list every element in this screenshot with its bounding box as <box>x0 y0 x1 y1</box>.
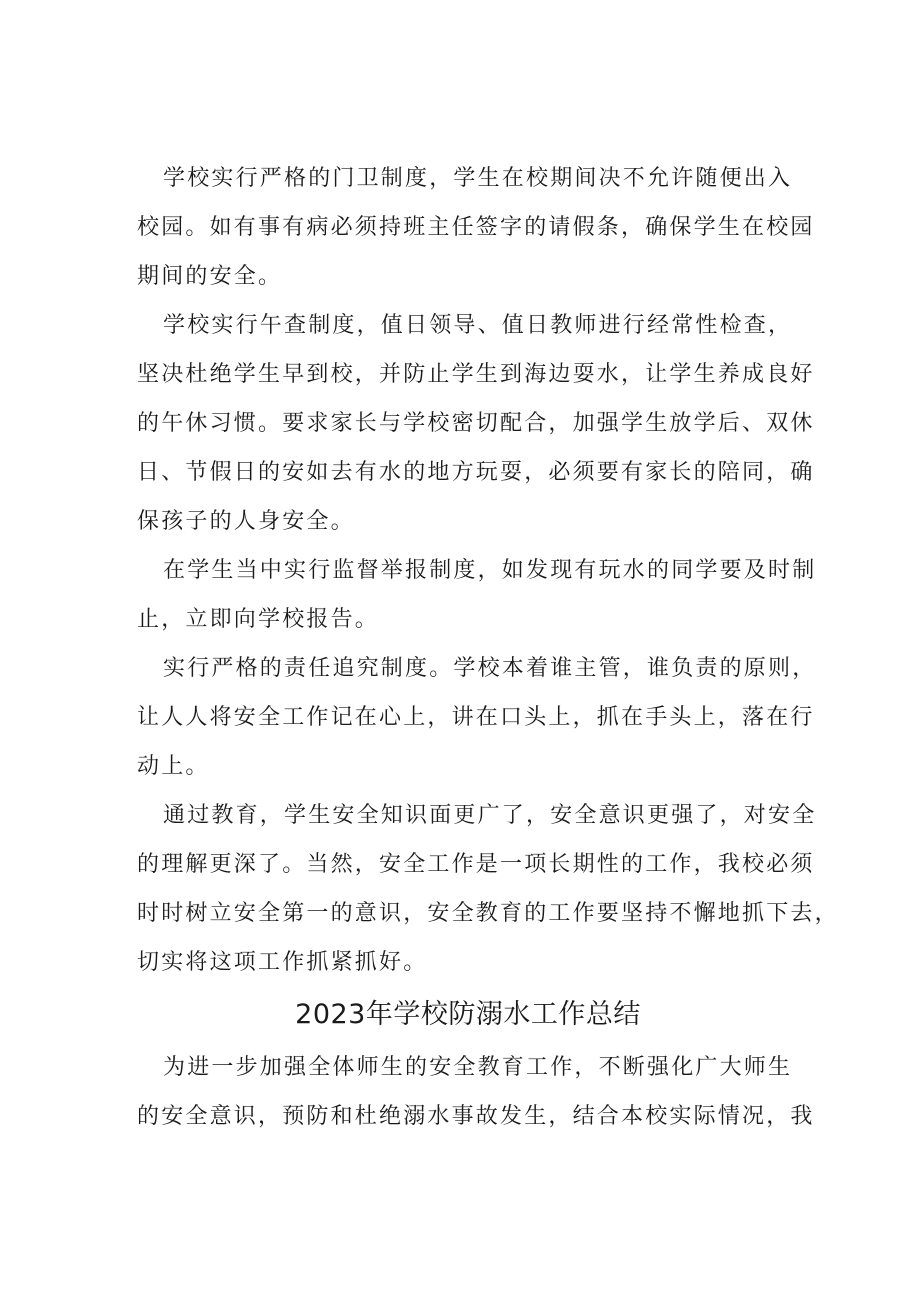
paragraph <box>137 154 815 301</box>
paragraphs-bottom <box>137 1043 815 1141</box>
paragraph-line: 通过教育，学生安全知识面更广了，安全意识更强了，对安全 <box>163 803 817 828</box>
paragraph-line: 实行严格的责任追究制度。学校本着谁主管，谁负责的原则， <box>163 656 817 681</box>
paragraph-line: 期间的安全。 <box>137 264 283 289</box>
paragraph-line: 时时树立安全第一的意识，安全教育的工作要坚持不懈地抓下去， <box>137 901 839 926</box>
paragraph-line: 日、节假日的安如去有水的地方玩耍，必须要有家长的陪同，确 <box>137 460 815 485</box>
paragraph <box>137 546 817 644</box>
paragraph <box>137 644 817 791</box>
paragraph-line: 的安全意识，预防和杜绝溺水事故发生，结合本校实际情况，我 <box>137 1104 815 1129</box>
paragraph-line: 校园。如有事有病必须持班主任签字的请假条，确保学生在校园 <box>137 215 815 240</box>
paragraph-line: 保孩子的人身安全。 <box>137 509 355 534</box>
paragraph-line: 坚决杜绝学生早到校，并防止学生到海边耍水，让学生养成良好 <box>137 362 815 387</box>
document-body <box>137 154 839 1141</box>
paragraph-line: 让人人将安全工作记在心上，讲在口头上，抓在手头上，落在行 <box>137 705 815 730</box>
paragraph <box>137 1043 815 1141</box>
document-title: 2023年学校防溺水工作总结 <box>295 999 641 1030</box>
paragraph-line: 切实将这项工作抓紧抓好。 <box>137 950 428 975</box>
paragraph-line: 在学生当中实行监督举报制度，如发现有玩水的同学要及时制 <box>163 558 817 583</box>
paragraph <box>137 791 839 987</box>
paragraph-line: 学校实行严格的门卫制度，学生在校期间决不允许随便出入 <box>163 166 793 191</box>
paragraph <box>137 301 815 546</box>
paragraph-line: 的理解更深了。当然，安全工作是一项长期性的工作，我校必须 <box>137 852 815 877</box>
paragraphs-top <box>137 154 839 987</box>
paragraph-line: 为进一步加强全体师生的安全教育工作，不断强化广大师生 <box>163 1055 793 1080</box>
paragraph-line: 止，立即向学校报告。 <box>137 607 380 632</box>
paragraph-line: 的午休习惯。要求家长与学校密切配合，加强学生放学后、双休 <box>137 411 815 436</box>
paragraph-line: 学校实行午查制度，值日领导、值日教师进行经常性检查， <box>163 313 793 338</box>
paragraph-line: 动上。 <box>137 754 210 779</box>
